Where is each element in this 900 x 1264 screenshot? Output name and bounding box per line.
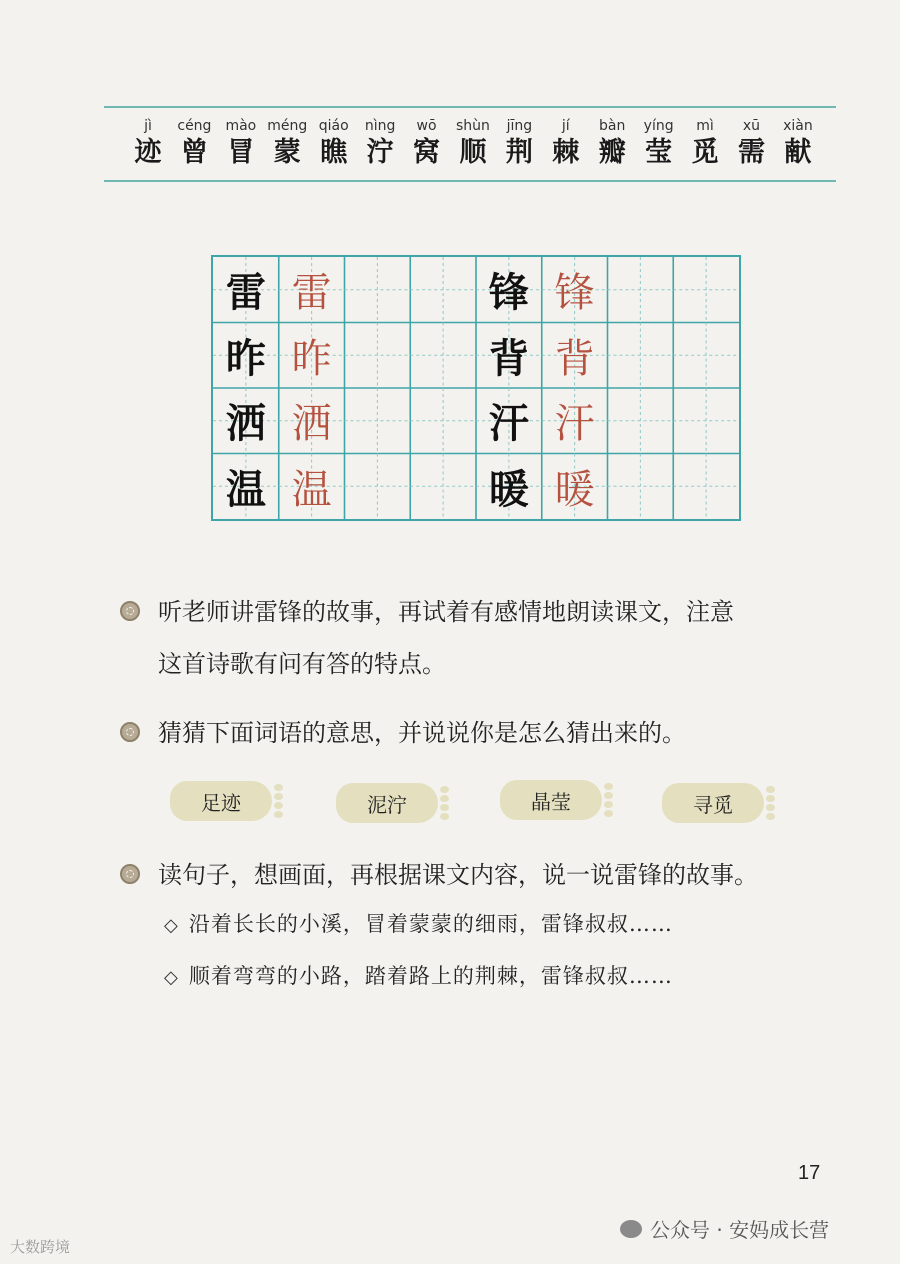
vocab-char: 棘 [552, 137, 580, 168]
vocab-item [221, 116, 261, 170]
footprint-word-label: 足迹 [170, 781, 272, 821]
footprint-word-label: 晶莹 [500, 780, 602, 820]
vocab-pinyin: jīng [506, 118, 533, 134]
sentence-1 [164, 904, 673, 946]
footprint-word-label: 泥泞 [336, 783, 438, 823]
task1-line2: 这首诗歌有问有答的特点。 [158, 650, 446, 678]
vocab-pinyin: shùn [455, 118, 490, 134]
vocab-item [639, 116, 679, 170]
trace-char: 暖 [554, 466, 595, 513]
vocab-pinyin: méng [267, 118, 308, 134]
watermark-corner: 大数跨境 [10, 1238, 71, 1256]
vocab-char: 窝 [413, 137, 441, 168]
footprint-word [170, 778, 283, 824]
vocab-item [407, 116, 447, 170]
trace-char: 汗 [554, 401, 595, 448]
toes-icon [274, 784, 283, 818]
vocab-pinyin: mào [225, 118, 257, 134]
vocab-pinyin: wō [416, 118, 437, 134]
vocab-char: 瞧 [320, 137, 348, 168]
vocab-char: 迹 [134, 137, 162, 168]
trace-char: 锋 [554, 270, 595, 317]
vocab-item [685, 116, 725, 170]
trace-char: 背 [554, 335, 595, 382]
vocab-char: 瓣 [598, 137, 626, 168]
trace-char: 雷 [291, 270, 332, 317]
footprint-word [662, 780, 775, 826]
sentence-2-text: 顺着弯弯的小路，踏着路上的荆棘，雷锋叔叔…… [188, 964, 673, 988]
toes-icon [440, 786, 449, 820]
model-char: 雷 [225, 269, 266, 317]
trace-char: 温 [291, 466, 332, 513]
sentence-1-text: 沿着长长的小溪，冒着蒙蒙的细雨，雷锋叔叔…… [188, 912, 673, 936]
model-char: 洒 [225, 400, 266, 448]
vocab-char: 泞 [366, 137, 394, 168]
vocab-pinyin: bàn [599, 118, 626, 134]
footprint-word [500, 777, 613, 823]
bottom-rule [104, 180, 836, 182]
vocab-char: 曾 [180, 137, 208, 168]
vocab-pinyin: mì [696, 118, 714, 134]
vocab-char: 顺 [459, 137, 487, 168]
vocab-item [174, 116, 214, 170]
vocab-char: 蒙 [273, 137, 301, 168]
vocab-char: 需 [737, 137, 765, 168]
vocab-item [731, 116, 771, 170]
vocab-item [314, 116, 354, 170]
task1-line1: 听老师讲雷锋的故事，再试着有感情地朗读课文，注意 [158, 598, 734, 626]
toes-icon [766, 786, 775, 820]
toes-icon [604, 783, 613, 817]
vocab-char: 觅 [691, 137, 719, 168]
vocab-item [128, 116, 168, 170]
vocab-pinyin: yíng [643, 118, 674, 134]
footprint-word [336, 780, 449, 826]
watermark-text: 公众号 · 安妈成长营 [650, 1218, 830, 1242]
vocab-pinyin: jí [561, 118, 570, 134]
task-bullet-icon [120, 864, 140, 884]
page-number: 17 [798, 1162, 821, 1184]
top-rule [104, 106, 836, 108]
vocab-item [546, 116, 586, 170]
task3-text: 读句子，想画面，再根据课文内容，说一说雷锋的故事。 [158, 861, 758, 889]
trace-char: 洒 [291, 401, 332, 448]
vocab-char: 冒 [227, 137, 255, 168]
wechat-icon [620, 1220, 642, 1238]
vocab-pinyin: xū [742, 118, 761, 134]
vocab-char: 献 [784, 137, 812, 168]
diamond-icon: ◇ [164, 967, 179, 988]
model-char: 锋 [488, 269, 529, 317]
vocab-char: 荆 [505, 137, 533, 168]
vocab-item [499, 116, 539, 170]
vocab-pinyin: jì [144, 118, 152, 134]
vocab-pinyin: xiàn [783, 118, 813, 134]
vocab-item [453, 116, 493, 170]
model-char: 暖 [488, 465, 529, 513]
model-char: 汗 [488, 400, 529, 448]
task-bullet-icon [120, 722, 140, 742]
footprint-word-label: 寻觅 [662, 783, 764, 823]
model-char: 昨 [225, 334, 266, 382]
task-bullet-icon [120, 601, 140, 621]
writing-grid [211, 255, 741, 521]
vocab-pinyin: nìng [364, 118, 396, 134]
vocab-item [592, 116, 632, 170]
vocab-item [360, 116, 400, 170]
vocab-pinyin: céng [177, 118, 212, 134]
model-char: 温 [225, 465, 266, 513]
trace-char: 昨 [291, 335, 332, 382]
vocab-item [267, 116, 307, 170]
task2-text: 猜猜下面词语的意思，并说说你是怎么猜出来的。 [158, 719, 686, 747]
vocab-char: 莹 [645, 137, 673, 168]
vocab-pinyin: qiáo [318, 118, 349, 134]
sentence-2 [164, 956, 673, 998]
model-char: 背 [488, 334, 529, 382]
vocab-row [128, 116, 818, 170]
watermark [620, 1214, 829, 1243]
diamond-icon: ◇ [164, 915, 179, 936]
vocab-item [778, 116, 818, 170]
